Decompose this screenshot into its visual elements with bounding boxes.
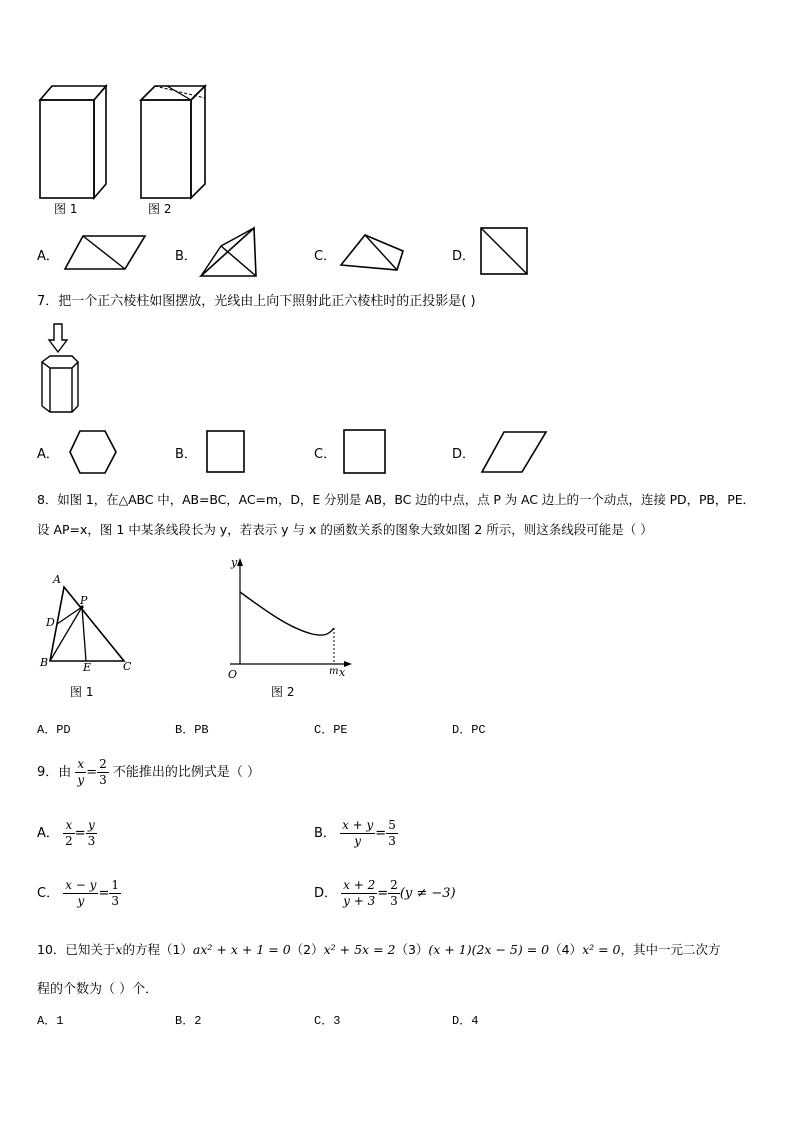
q8-point-a: A <box>53 573 61 586</box>
q8-stem-line2: 设 AP=x，图 1 中某条线段长为 y，若表示 y 与 x 的函数关系的图象大致如图 2 所示，则这条线段可能是（ ） <box>37 522 653 537</box>
q8-fig2-x-label: x <box>339 666 346 679</box>
q6-option-a[interactable]: A． <box>37 249 59 264</box>
q9-option-a[interactable]: A． $\frac{x}{2}$ = $\frac{y}{3}$ <box>37 818 96 848</box>
q7-option-a[interactable]: A． <box>37 447 59 462</box>
q10-stem-line2: 程的个数为（ ）个． <box>37 982 159 997</box>
q10-option-b[interactable]: B．2 <box>175 1014 202 1028</box>
q9-cond-frac-a: $\frac{x}{y}$ <box>77 757 85 787</box>
q6-fig2-label: 图 2 <box>148 202 172 216</box>
q10-stem-line1: 10．已知关于x的方程（1）ax² + x + 1 = 0（2）x² + 5x = 2（3）(x + 1)(2x − 5) = 0（4）x² = 0，其中一元二次方 <box>37 942 721 957</box>
q6-option-d[interactable]: D． <box>452 249 476 264</box>
q10-option-a[interactable]: A．1 <box>37 1014 64 1028</box>
q8-option-b[interactable]: B．PB <box>175 723 209 737</box>
q6-option-a-parallelogram <box>63 234 147 272</box>
q8-fig2-label: 图 2 <box>271 685 295 699</box>
q8-point-b: B <box>40 656 49 669</box>
q6-fig1-label: 图 1 <box>54 202 78 216</box>
q10-option-d[interactable]: D．4 <box>452 1014 479 1028</box>
q7-stem: 7．把一个正六棱柱如图摆放，光线由上向下照射此正六棱柱时的正投影是( ) <box>37 294 476 309</box>
q7-option-c[interactable]: C． <box>314 447 337 462</box>
q8-fig2-graph <box>220 556 356 676</box>
q6-fig2-cut-prism <box>137 84 209 202</box>
q8-fig2-y-label: y <box>231 556 238 569</box>
q6-option-d-square <box>479 226 529 276</box>
q6-option-b-quad <box>199 226 259 278</box>
q7-option-d-parallelogram <box>480 430 548 474</box>
q6-fig1-prism <box>38 84 108 202</box>
q8-point-e: E <box>83 661 92 674</box>
q7-option-b[interactable]: B． <box>175 447 197 462</box>
q8-point-d: D <box>46 616 55 629</box>
q7-option-a-hexagon <box>68 429 118 475</box>
q9-option-d[interactable]: D． $\frac{x + 2}{y + 3}$ = $\frac{2}{3}$ (y ≠ −3) <box>314 878 456 908</box>
q9-option-b[interactable]: B． $\frac{x + y}{y}$ = $\frac{5}{3}$ <box>314 818 396 848</box>
q8-point-p: P <box>80 594 88 607</box>
q8-fig2-m-label: m <box>329 666 339 677</box>
q9-suffix: 不能推出的比例式是（ ） <box>112 765 261 780</box>
q8-point-c: C <box>123 660 132 673</box>
q9-stem: 9．由 $\frac{x}{y}$ = $\frac{2}{3}$ 不能推出的比例式是（ ） <box>37 757 261 787</box>
q9-prefix: 9．由 <box>37 765 72 780</box>
q8-stem-line1: 8．如图 1，在△ABC 中，AB=BC，AC=m，D，E 分别是 AB，BC 边的中点，点 P 为 AC 边上的一个动点，连接 PD，PB，PE． <box>37 492 755 507</box>
q7-option-b-rectangle <box>206 430 246 474</box>
q10-eq2: x² + 5x = 2 <box>323 942 396 957</box>
q10-eq1: ax² + x + 1 = 0 <box>192 942 291 957</box>
q8-fig2-origin: O <box>228 668 238 681</box>
q7-hex-prism-figure <box>36 322 84 414</box>
q6-option-b[interactable]: B． <box>175 249 197 264</box>
q7-option-d[interactable]: D． <box>452 447 476 462</box>
q8-option-d[interactable]: D．PC <box>452 723 486 737</box>
q8-option-a[interactable]: A．PD <box>37 723 71 737</box>
q7-option-c-square <box>343 429 387 475</box>
q10-eq3: (x + 1)(2x − 5) = 0 <box>428 942 550 957</box>
q8-option-c[interactable]: C．PE <box>314 723 348 737</box>
q6-option-c-quad <box>339 233 405 273</box>
q10-eq4: x² = 0 <box>582 942 621 957</box>
q8-fig2-curve <box>240 592 334 635</box>
q9-cond-frac-b: $\frac{2}{3}$ <box>99 757 107 787</box>
q9-option-c[interactable]: C． $\frac{x - y}{y}$ = $\frac{1}{3}$ <box>37 878 119 908</box>
q10-option-c[interactable]: C．3 <box>314 1014 341 1028</box>
q6-option-c[interactable]: C． <box>314 249 337 264</box>
q8-fig1-label: 图 1 <box>70 685 94 699</box>
